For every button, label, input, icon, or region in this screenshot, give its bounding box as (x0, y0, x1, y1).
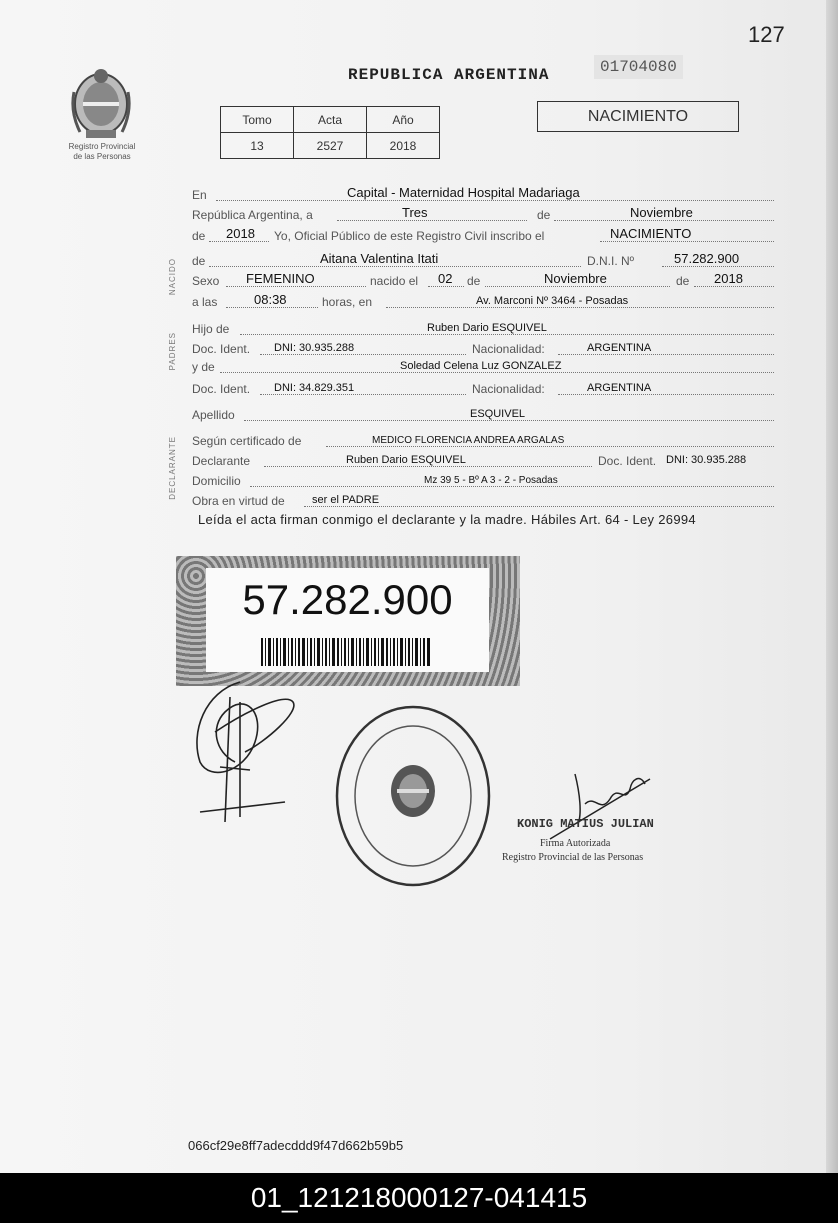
label-de: de (192, 229, 206, 243)
form-row-declarant (192, 450, 774, 468)
form-row-name (192, 250, 774, 268)
label-nacionalidad: Nacionalidad: (472, 382, 545, 396)
label-doc-ident: Doc. Ident. (598, 454, 657, 468)
value-mother-name: Soledad Celena Luz GONZALEZ (400, 360, 562, 372)
label-y-de: y de (192, 360, 215, 374)
official-seal-icon (333, 703, 493, 889)
form-row-certificate (192, 430, 774, 448)
value-act: NACIMIENTO (610, 226, 692, 241)
section-label-nacido: NACIDO (168, 258, 177, 296)
value-declarant: Ruben Dario ESQUIVEL (346, 454, 466, 466)
label-sexo: Sexo (192, 274, 220, 288)
registry-value-cell: 13 (221, 133, 294, 159)
label-segun-certificado: Según certificado de (192, 434, 302, 448)
value-name: Aitana Valentina Itati (320, 251, 439, 266)
dni-sticker-label (206, 568, 489, 672)
dni-sticker (176, 556, 520, 686)
form-row-domicile (192, 470, 774, 488)
registry-header-row (221, 107, 440, 133)
form-row-mother-doc (192, 378, 774, 396)
section-label-padres: PADRES (168, 332, 177, 371)
registry-value-cell: 2018 (367, 133, 440, 159)
signer-name: KONIG MATIUS JULIAN (517, 817, 654, 831)
registry-header-cell: Acta (294, 107, 367, 133)
label-de: de (467, 274, 481, 288)
registry-value-cell: 2527 (294, 133, 367, 159)
label-republica: República Argentina, a (192, 208, 313, 222)
label-a-las: a las (192, 295, 218, 309)
page-edge-shadow (826, 0, 838, 1173)
form-row-by-virtue (192, 490, 774, 508)
label-hijo-de: Hijo de (192, 322, 230, 336)
footer-id-band: 01_121218000127-041415 (0, 1173, 838, 1223)
page-number: 127 (748, 22, 785, 47)
value-father-name: Ruben Dario ESQUIVEL (427, 322, 547, 334)
form-row-date (192, 204, 774, 222)
value-day-words: Tres (402, 205, 428, 220)
registry-header-cell: Tomo (221, 107, 294, 133)
value-place: Capital - Maternidad Hospital Madariaga (347, 185, 580, 200)
form-row-place (192, 184, 774, 202)
label-yo-oficial: Yo, Oficial Público de este Registro Civil inscribo el (274, 229, 545, 243)
dni-sticker-number: 57.282.900 (242, 576, 453, 623)
value-by-virtue-of: ser el PADRE (312, 494, 380, 506)
label-horas-en: horas, en (322, 295, 373, 309)
value-sex: FEMENINO (246, 271, 315, 286)
document-hash: 066cf29e8ff7adecddd9f47d662b59b5 (188, 1138, 404, 1153)
label-de: de (676, 274, 690, 288)
form-row-father (192, 318, 774, 336)
registry-value-row (221, 133, 440, 159)
value-certificate-by: MEDICO FLORENCIA ANDREA ARGALAS (372, 435, 565, 446)
form-row-surname (192, 404, 774, 422)
label-en: En (192, 188, 207, 202)
label-domicilio: Domicilio (192, 474, 241, 488)
label-doc-ident: Doc. Ident. (192, 342, 251, 356)
value-mother-doc: DNI: 34.829.351 (274, 382, 355, 394)
label-de: de (537, 208, 551, 222)
registry-table (220, 106, 440, 159)
document-serial-number: 01704080 (594, 55, 683, 79)
act-type-box: NACIMIENTO (537, 101, 739, 132)
value-birth-year: 2018 (714, 271, 743, 286)
value-father-doc: DNI: 30.935.288 (274, 342, 355, 354)
label-doc-ident: Doc. Ident. (192, 382, 251, 396)
value-birth-month: Noviembre (544, 271, 607, 286)
value-surname: ESQUIVEL (470, 408, 526, 420)
form-row-sex (192, 270, 774, 288)
label-declarante: Declarante (192, 454, 251, 468)
label-nacionalidad: Nacionalidad: (472, 342, 545, 356)
label-de: de (192, 254, 206, 268)
value-mother-nationality: ARGENTINA (587, 382, 652, 394)
form-row-mother (192, 356, 774, 374)
label-dni: D.N.I. Nº (587, 254, 635, 268)
document-title: REPUBLICA ARGENTINA (348, 66, 550, 84)
value-domicile: Mz 39 5 - Bº A 3 - 2 - Posadas (424, 475, 558, 486)
form-row-time (192, 291, 774, 309)
crest-label: Registro Provincial de las Personas (68, 142, 136, 161)
registry-header-cell: Año (367, 107, 440, 133)
authorized-signature-icon (540, 764, 655, 844)
label-apellido: Apellido (192, 408, 235, 422)
value-year: 2018 (226, 226, 255, 241)
value-father-nationality: ARGENTINA (587, 342, 652, 354)
value-declarant-doc: DNI: 30.935.288 (666, 454, 747, 466)
value-dni: 57.282.900 (674, 251, 740, 266)
value-birth-day: 02 (438, 271, 453, 286)
value-month: Noviembre (630, 205, 693, 220)
section-label-declarante: DECLARANTE (168, 436, 177, 500)
form-row-father-doc (192, 338, 774, 356)
signer-role: Firma Autorizada (540, 838, 611, 849)
barcode-icon (261, 638, 431, 666)
provincial-crest-icon (68, 62, 134, 140)
declarant-signature-icon (185, 672, 300, 832)
value-address: Av. Marconi Nº 3464 - Posadas (476, 295, 629, 307)
form-row-year (192, 225, 774, 243)
closing-text: Leída el acta firman conmigo el declarante y la madre. Hábiles Art. 64 - Ley 26994 (198, 512, 696, 527)
value-time: 08:38 (254, 292, 287, 307)
label-nacido-el: nacido el (370, 274, 419, 288)
label-obra-en-virtud: Obra en virtud de (192, 494, 285, 508)
signer-organization: Registro Provincial de las Personas (502, 852, 644, 863)
